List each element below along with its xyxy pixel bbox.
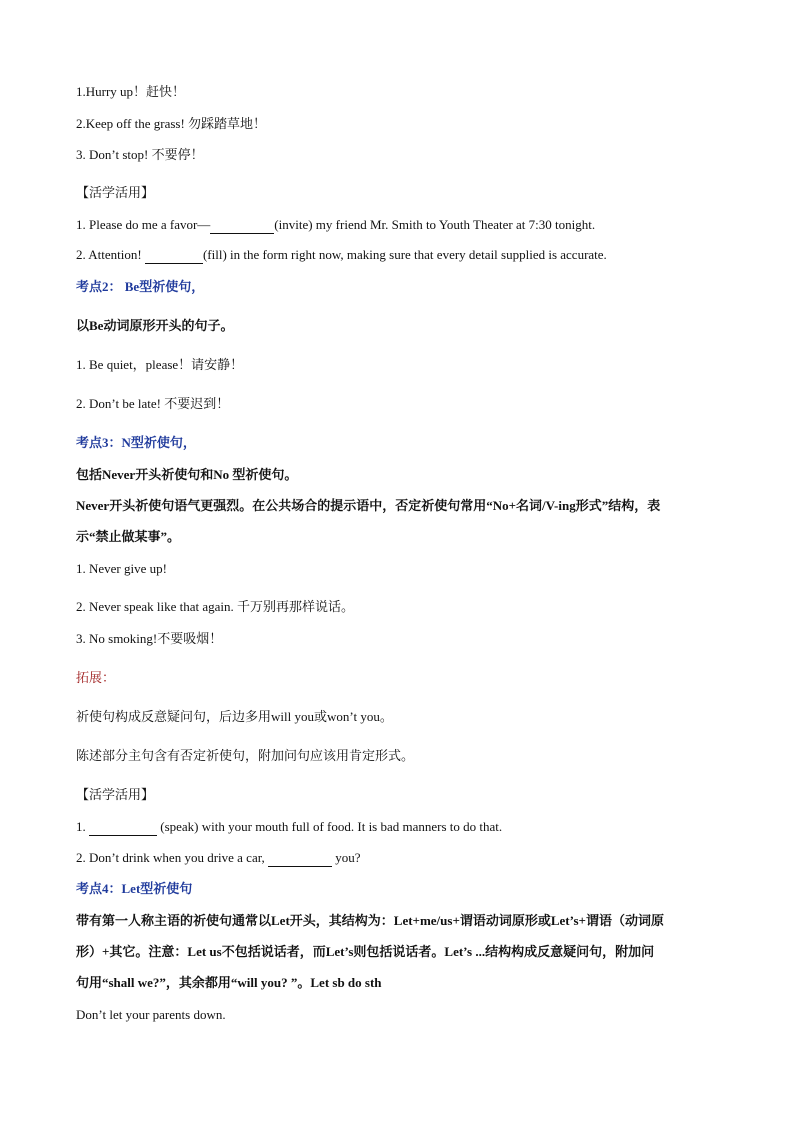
- practice-item-1-start: 1. Please do me a favor—: [76, 217, 211, 232]
- section-heading-3: 考点3：N型祈使句，: [76, 435, 196, 450]
- fill-blank[interactable]: [210, 219, 274, 234]
- example-no-smoking: 3. No smoking!不要吸烟！: [76, 631, 223, 646]
- section-3-description: 包括Never开头祈使句和No 型祈使句。: [76, 467, 298, 482]
- practice-heading: 【活学活用】: [76, 185, 155, 200]
- section-4-description-line-3: 句用“shall we?”，其余都用“will you? ”。Let sb do sth: [76, 975, 382, 990]
- extension-rule-2: 陈述部分主句含有否定祈使句，附加问句应该用肯定形式。: [76, 748, 415, 763]
- practice-item-3-start: 1.: [76, 819, 89, 834]
- practice-item-2-start: 2. Attention!: [76, 247, 145, 262]
- section-3-note-line-2: 示“禁止做某事”。: [76, 529, 181, 544]
- example-be-quiet: 1. Be quiet，please！请安静！: [76, 357, 244, 372]
- practice-item-1: [76, 216, 595, 234]
- example-never-give-up: 1. Never give up!: [76, 561, 167, 576]
- example-hurry-up: 1.Hurry up！赶快！: [76, 84, 186, 99]
- fill-blank[interactable]: [268, 852, 332, 867]
- section-3-note-line-1: Never开头祈使句语气更强烈。在公共场合的提示语中，否定祈使句常用“No+名词/V-ing形式”结构，表: [76, 498, 661, 513]
- section-heading-4: 考点4：Let型祈使句: [76, 881, 193, 896]
- extension-heading: 拓展：: [76, 670, 116, 685]
- practice-item-4-start: 2. Don’t drink when you drive a car,: [76, 850, 269, 865]
- section-4-description-line-2: 形）+其它。注意：Let us不包括说话者，而Let’s则包括说话者。Let’s ...结构构成反意疑问句，附加问: [76, 944, 655, 959]
- example-dont-be-late: 2. Don’t be late! 不要迟到！: [76, 396, 230, 411]
- practice-item-4: [76, 849, 361, 867]
- section-4-description-line-1: 带有第一人称主语的祈使句通常以Let开头，其结构为：Let+me/us+谓语动词原形或Let’s+谓语（动词原: [76, 913, 664, 928]
- practice-item-1-end: (invite) my friend Mr. Smith to Youth Theater at 7:30 tonight.: [274, 217, 596, 232]
- practice-item-4-end: you?: [332, 850, 361, 865]
- example-keep-off-grass: 2.Keep off the grass! 勿踩踏草地！: [76, 116, 267, 131]
- practice-item-3-end: (speak) with your mouth full of food. It is bad manners to do that.: [157, 819, 503, 834]
- section-2-description: 以Be动词原形开头的句子。: [76, 318, 234, 333]
- practice-item-2: [76, 246, 607, 264]
- practice-heading: 【活学活用】: [76, 787, 155, 802]
- fill-blank[interactable]: [145, 249, 203, 264]
- section-heading-2: 考点2： Be型祈使句，: [76, 279, 205, 294]
- example-never-speak: 2. Never speak like that again. 千万别再那样说话。: [76, 599, 354, 614]
- extension-rule-1: 祈使句构成反意疑问句，后边多用will you或won’t you。: [76, 709, 393, 724]
- fill-blank[interactable]: [89, 821, 157, 836]
- practice-item-2-end: (fill) in the form right now, making sure that every detail supplied is accurate.: [202, 247, 607, 262]
- example-dont-stop: 3. Don’t stop! 不要停！: [76, 147, 204, 162]
- practice-item-3: [76, 818, 502, 836]
- example-dont-let-parents-down: Don’t let your parents down.: [76, 1007, 226, 1022]
